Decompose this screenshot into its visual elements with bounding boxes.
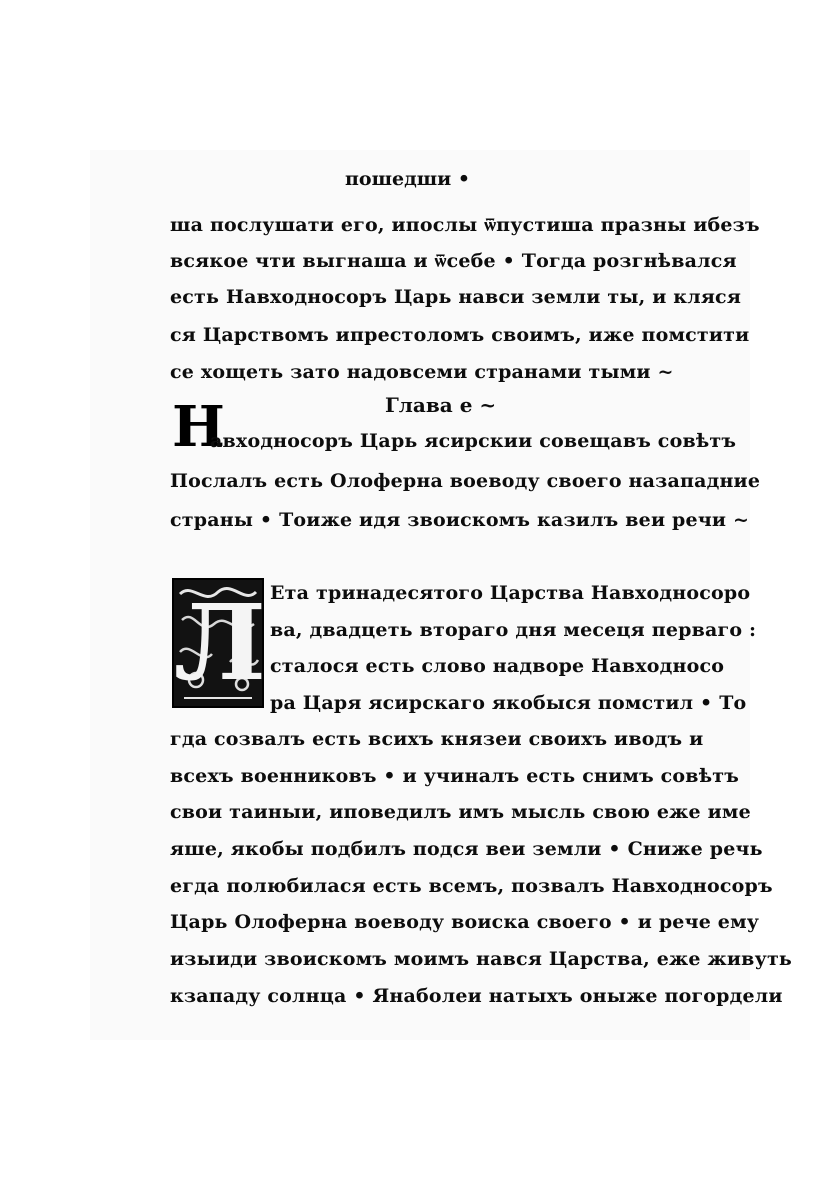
- body-line: Царь Олоферна воеводу воиска своего • и рече ему: [170, 911, 760, 933]
- intro-line: се хощеть зато надовсеми странами тыми ~: [170, 361, 674, 383]
- body-line: ра Царя ясирскаго якобыся помстил • То: [270, 692, 747, 714]
- intro-line: всякое чти выгнаша и ѿсебе • Тогда розгнѣвался: [170, 250, 737, 272]
- intro-line: есть Навходносоръ Царь навси земли ты, и кляся: [170, 286, 742, 308]
- drop-cap-letter: Л: [174, 581, 266, 704]
- body-line: сталося есть слово надворе Навходносо: [270, 655, 725, 677]
- body-line: свои таиныи, иповедилъ имъ мысль свою еже име: [170, 801, 751, 823]
- page-header-fragment: пошедши •: [345, 168, 471, 190]
- body-line: ва, двадцеть втораго дня месеця перваго :: [270, 619, 757, 641]
- body-line: всехъ военниковъ • и учиналъ есть снимъ совѣтъ: [170, 765, 740, 787]
- body-line: егда полюбилася есть всемъ, позвалъ Навходносоръ: [170, 875, 773, 897]
- body-line: гда созвалъ есть всихъ князеи своихъ иводъ и: [170, 728, 704, 750]
- intro-line: ся Царствомъ ипрестоломъ своимъ, иже помстити: [170, 324, 750, 346]
- body-line: яше, якобы подбилъ подся веи земли • Сниже речь: [170, 838, 763, 860]
- chapter-summary-line: страны • Тоиже идя звоискомъ казилъ веи речи ~: [170, 509, 750, 531]
- intro-line: ша послушати его, ипослы ѿпустиша празны ибезъ: [170, 214, 760, 236]
- chapter-summary-line: Послалъ есть Олоферна воеводу своего назападние: [170, 470, 761, 492]
- chapter-heading: Глава е ~: [385, 393, 497, 417]
- ornamental-drop-cap: [172, 578, 264, 708]
- chapter-summary-line: авходносоръ Царь ясирскии совещавъ совѣтъ: [210, 430, 737, 452]
- body-line: кзападу солнца • Янаболеи натыхъ оныже погордели: [170, 985, 783, 1007]
- body-line: изыиди звоискомъ моимъ нався Царства, еже живуть: [170, 948, 793, 970]
- body-line: Ета тринадесятого Царства Навходносоро: [270, 582, 751, 604]
- chapter-initial-letter: Н: [172, 394, 225, 460]
